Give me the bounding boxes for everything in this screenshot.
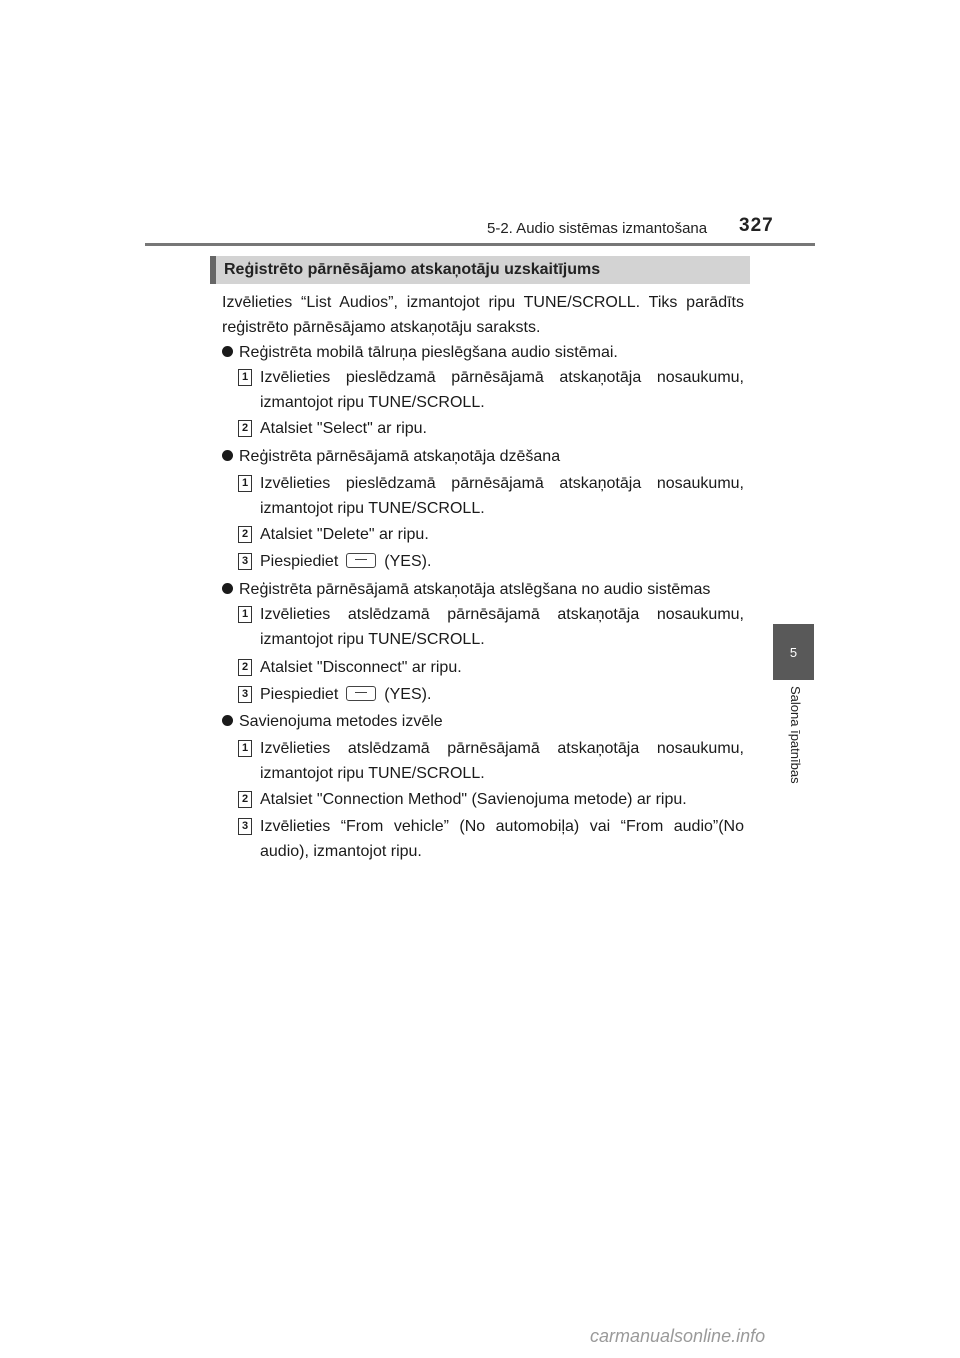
bullet-icon bbox=[222, 715, 233, 726]
step-item bbox=[238, 416, 744, 441]
yes-button-icon bbox=[346, 686, 376, 701]
step-item bbox=[238, 787, 744, 812]
step-text bbox=[260, 682, 744, 707]
step-item bbox=[238, 682, 744, 707]
step-text: Izvēlieties pieslēdzamā pārnēsājamā atskaņotāja nosaukumu, izmantojot ripu TUNE/SCROLL. bbox=[260, 369, 744, 411]
step-text-after: (YES). bbox=[384, 553, 432, 570]
step-number-badge: 1 bbox=[238, 740, 252, 757]
step-number-badge: 2 bbox=[238, 420, 252, 437]
step-item bbox=[238, 471, 744, 521]
step-text-before: Piespiediet bbox=[260, 686, 339, 703]
header-divider bbox=[145, 243, 815, 246]
bullet-item bbox=[222, 444, 746, 469]
step-number-badge: 3 bbox=[238, 686, 252, 703]
step-text-before: Piespiediet bbox=[260, 553, 339, 570]
header-section-title: 5-2. Audio sistēmas izmantošana bbox=[487, 220, 708, 237]
step-number-badge: 2 bbox=[238, 791, 252, 808]
step-item bbox=[238, 736, 744, 786]
step-item bbox=[238, 655, 744, 680]
bullet-item bbox=[222, 709, 746, 734]
chapter-label: Salona īpatnības bbox=[788, 686, 803, 784]
bullet-heading: Reģistrēta pārnēsājamā atskaņotāja dzēšana bbox=[239, 448, 561, 465]
step-number-badge: 3 bbox=[238, 553, 252, 570]
bullet-heading: Reģistrēta mobilā tālruņa pieslēgšana audio sistēmai. bbox=[239, 344, 618, 361]
step-number-badge: 2 bbox=[238, 659, 252, 676]
step-number-badge: 1 bbox=[238, 606, 252, 623]
step-number-badge: 2 bbox=[238, 526, 252, 543]
bullet-item bbox=[222, 577, 746, 602]
step-text: Atalsiet "Select" ar ripu. bbox=[260, 420, 427, 437]
page-number: 327 bbox=[739, 215, 774, 236]
bullet-icon bbox=[222, 583, 233, 594]
step-text: Atalsiet "Disconnect" ar ripu. bbox=[260, 659, 462, 676]
bullet-heading: Reģistrēta pārnēsājamā atskaņotāja atslēgšana no audio sistēmas bbox=[239, 581, 711, 598]
bullet-item bbox=[222, 340, 746, 365]
step-item bbox=[238, 522, 744, 547]
step-text: Atalsiet "Delete" ar ripu. bbox=[260, 526, 429, 543]
step-item bbox=[238, 549, 744, 574]
step-text: Izvēlieties pieslēdzamā pārnēsājamā atskaņotāja nosaukumu, izmantojot ripu TUNE/SCROLL. bbox=[260, 475, 744, 517]
bullet-icon bbox=[222, 346, 233, 357]
step-text: Atalsiet "Connection Method" (Savienojuma metode) ar ripu. bbox=[260, 791, 687, 808]
intro-paragraph: Izvēlieties “List Audios”, izmantojot ripu TUNE/SCROLL. Tiks parādīts reģistrēto pārnēsājamo atskaņotāju saraksts. bbox=[222, 294, 744, 336]
chapter-tab[interactable]: 5 bbox=[773, 624, 814, 680]
step-text-after: (YES). bbox=[384, 686, 432, 703]
watermark-link[interactable]: carmanualsonline.info bbox=[590, 1326, 766, 1346]
step-item bbox=[238, 814, 744, 864]
bullet-heading: Savienojuma metodes izvēle bbox=[239, 713, 443, 730]
bullet-icon bbox=[222, 450, 233, 461]
step-item bbox=[238, 602, 744, 652]
step-number-badge: 1 bbox=[238, 369, 252, 386]
yes-button-icon bbox=[346, 553, 376, 568]
step-text: Izvēlieties atslēdzamā pārnēsājamā atskaņotāja nosaukumu, izmantojot ripu TUNE/SCROLL. bbox=[260, 606, 744, 648]
section-title: Reģistrēto pārnēsājamo atskaņotāju uzskaitījums bbox=[210, 256, 750, 284]
step-number-badge: 3 bbox=[238, 818, 252, 835]
step-text bbox=[260, 549, 744, 574]
step-number-badge: 1 bbox=[238, 475, 252, 492]
step-text: Izvēlieties “From vehicle” (No automobiļa) vai “From audio”(No audio), izmantojot ripu. bbox=[260, 818, 744, 860]
step-item bbox=[238, 365, 744, 415]
step-text: Izvēlieties atslēdzamā pārnēsājamā atskaņotāja nosaukumu, izmantojot ripu TUNE/SCROLL. bbox=[260, 740, 744, 782]
